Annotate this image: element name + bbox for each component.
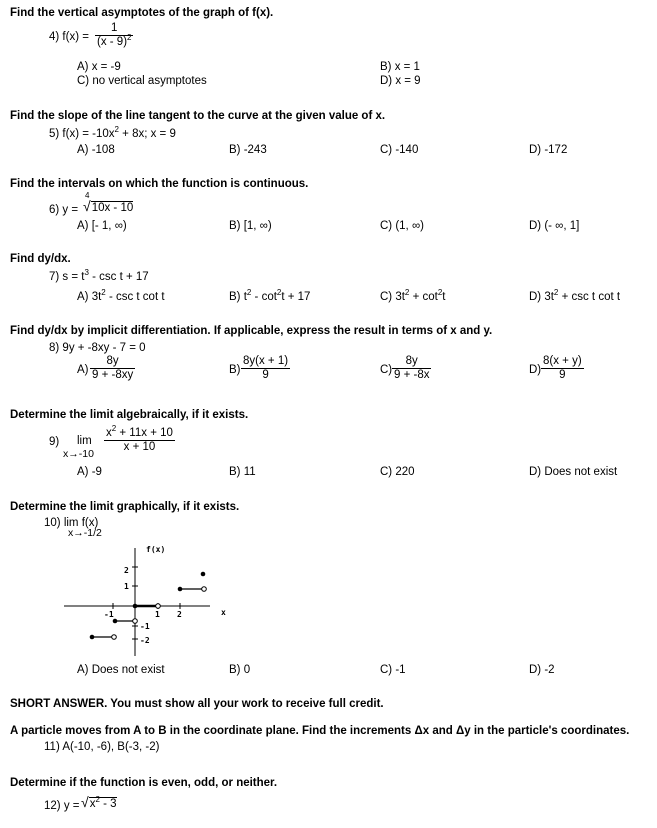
q9-fraction [104,424,175,454]
q9-choice-c: C) 220 [380,466,415,478]
graph-xlabel: x [221,608,226,617]
q10-choice-d: D) -2 [529,664,555,676]
q9-heading: Determine the limit algebraically, if it exists. [10,409,249,421]
open-point [112,635,117,640]
q6-radical: √10x - 10 [83,198,134,214]
q7-choice-c: C) $3t^2 + \cot^2t$ [380,288,446,303]
q11-heading: A particle moves from A to B in the coordinate plane. Find the increments Δx and Δy in the particle's coordinates. [10,725,630,737]
q9-choice-b: B) 11 [229,466,256,478]
q10-graph [60,538,250,660]
short-answer-heading: SHORT ANSWER. You must show all your work to receive full credit. [10,698,384,710]
q5-choice-c: C) -140 [380,144,419,156]
q8-choice-c-fraction: $\frac{8y}{9 + -8x}$ [394,355,430,381]
q8-choice-d-label: D) [529,364,542,376]
q4-stem: 4) f(x) = [49,31,89,43]
closed-point [178,587,183,592]
q8-choice-b-fraction: $\frac{8y(x + 1)}{9}$ [243,355,289,381]
q9-denominator: x + 10 [104,440,175,454]
q11-stem: 11) A(-10, -6), B(-3, -2) [44,741,160,753]
q12-stem: 12) y = [44,800,80,812]
q6-choice-c: C) (1, ∞) [380,220,424,232]
q7-choice-a: A) $3t^2$ - csc t cot t [77,288,165,303]
q8-choice-d-fraction: $\frac{8(x + y)}{9}$ [543,355,582,381]
q8-stem: 8) 9y + -8xy - 7 = 0 [49,342,146,354]
graph-xtick-neg1: -1 [104,610,114,619]
graph-ytick-1: 1 [124,582,129,591]
q10-choice-a: A) Does not exist [77,664,165,676]
q4-choice-d: D) x = 9 [380,75,421,87]
q9-numerator: $x^2 + 11x + 10$ [106,424,173,439]
q10-heading: Determine the limit graphically, if it exists. [10,501,240,513]
q7-stem: 7) $s = t^3 - \csc t + 17$ [49,268,149,283]
q6-stem: 6) y = [49,204,79,216]
isolated-point [201,572,206,577]
q9-choice-a: A) -9 [77,466,102,478]
open-point [202,587,207,592]
q8-choice-c-label: C) [380,364,393,376]
q6-heading: Find the intervals on which the function is continuous. [10,178,309,190]
q7-choice-d: D) $3t^2 + \csc t$ cot t [529,288,621,303]
q12-radical: $√x^2 - 3$ [81,794,117,810]
q5-stem: 5) $f(x) = -10x^2 + 8x$; x = 9 [49,125,176,140]
q9-choice-d: D) Does not exist [529,466,618,478]
open-point [156,604,161,609]
open-point [133,619,138,624]
q9-number: 9) [49,436,60,448]
q4-numerator: 1 [111,22,118,34]
q4-choice-a: A) x = -9 [77,61,121,73]
q4-denominator: (x - 9)$^2$ [97,33,132,48]
q10-choice-c: C) -1 [380,664,406,676]
q12-heading: Determine if the function is even, odd, or neither. [10,777,278,789]
q8-choice-a-label: A) [77,364,89,376]
graph-xtick-1: 1 [155,610,160,619]
graph-xtick-2: 2 [177,610,182,619]
closed-point [133,604,138,609]
closed-point [113,619,118,624]
q7-choice-b: B) $t^2 - \cot^2t + 17$ [229,288,311,303]
q5-heading: Find the slope of the line tangent to the curve at the given value of x. [10,110,386,122]
q6-choice-b: B) [1, ∞) [229,220,272,232]
q5-choice-b: B) -243 [229,144,267,156]
q5-choice-d: D) -172 [529,144,568,156]
q10-choice-b: B) 0 [229,664,251,676]
closed-point [90,635,95,640]
q6-root-index: 4 [85,191,90,200]
q4-choice-c: C) no vertical asymptotes [77,75,207,87]
q5-choice-a: A) -108 [77,144,115,156]
graph-ytick-neg1: -1 [140,622,150,631]
q4-heading: Find the vertical asymptotes of the graph of f(x). [10,7,274,19]
q10-stem: 10) lim f(x) [44,517,99,529]
q8-choice-b-label: B) [229,364,241,376]
q10-lim-subscript: x→-1/2 [68,527,102,539]
q6-choice-d: D) (- ∞, 1] [529,220,580,232]
graph-ytick-neg2: -2 [140,636,150,645]
q9-lim: lim [77,435,92,447]
graph-ytick-2: 2 [124,566,129,575]
q8-choice-a-fraction: $\frac{8y}{9 + -8xy}$ [92,355,134,381]
q7-heading: Find dy/dx. [10,253,71,265]
q4-fraction [95,22,133,49]
q6-choice-a: A) [- 1, ∞) [77,220,127,232]
q4-choice-b: B) x = 1 [380,61,420,73]
q9-lim-subscript: x→-10 [63,448,94,460]
graph-ylabel: f(x) [146,545,166,554]
q8-heading: Find dy/dx by implicit differentiation. If applicable, express the result in terms of x and y. [10,325,493,337]
